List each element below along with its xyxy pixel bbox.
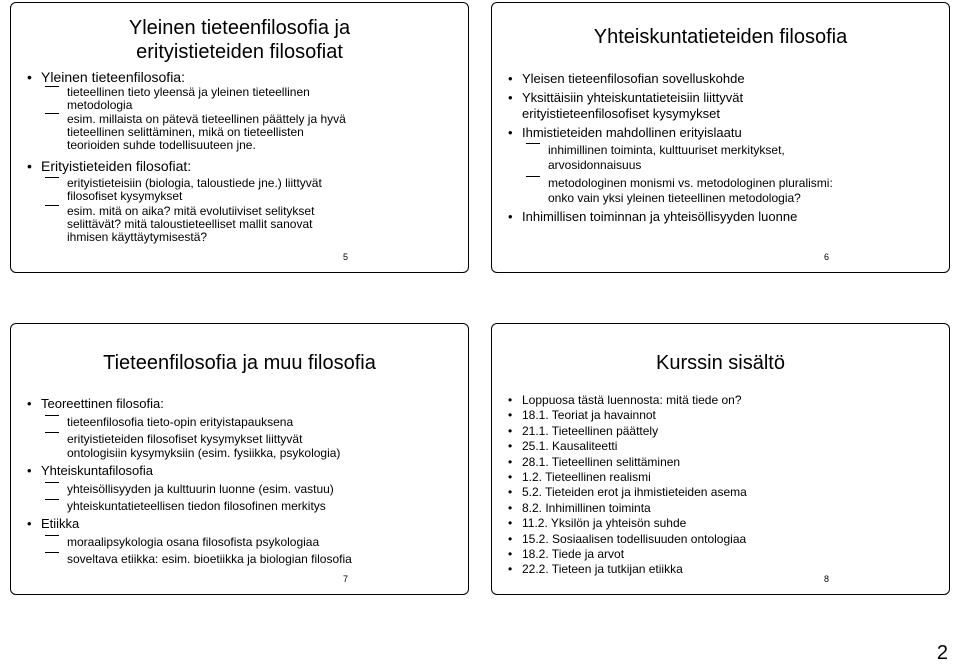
bullet-item: • Etiikka xyxy=(25,516,465,532)
slide-5 xyxy=(10,2,469,273)
slide-title: Tieteenfilosofia ja muu filosofia xyxy=(103,352,376,374)
bullet-item: • Yhteiskuntafilosofia xyxy=(25,463,465,479)
sub-bullet-item: metodologinen monismi vs. metodologinen pluralismi: onko vain yksi yleinen tieteellinen metodologia? xyxy=(526,176,946,206)
list-item: • 22.2. Tieteen ja tutkijan etiikka xyxy=(506,562,946,577)
title-line: Yleinen tieteenfilosofia ja xyxy=(128,17,351,39)
agenda-list xyxy=(506,393,946,578)
sub-bullet-item: inhimillinen toiminta, kulttuuriset merkitykset, arvosidonnaisuus xyxy=(526,143,946,173)
list-item: • 18.2. Tiede ja arvot xyxy=(506,547,946,562)
list-item: • 25.1. Kausaliteetti xyxy=(506,439,946,454)
title-line: erityistieteiden filosofiat xyxy=(136,41,343,63)
slide-number: 6 xyxy=(823,252,829,262)
slide-title: Yhteiskuntatieteiden filosofia xyxy=(593,26,848,48)
list-item: • Loppuosa tästä luennosta: mitä tiede on? xyxy=(506,393,946,408)
list-item: • 5.2. Tieteiden erot ja ihmistieteiden asema xyxy=(506,485,946,500)
slide-title: Kurssin sisältö xyxy=(656,352,785,374)
list-item: • 15.2. Sosiaalisen todellisuuden ontologiaa xyxy=(506,532,946,547)
bullet-item: • Teoreettinen filosofia: xyxy=(25,396,465,412)
slide-7 xyxy=(10,323,469,595)
bullet-item: • Yleisen tieteenfilosofian sovelluskohde xyxy=(506,71,946,87)
list-item: • 18.1. Teoriat ja havainnot xyxy=(506,408,946,423)
sub-bullet-item: erityistieteisiin (biologia, taloustiede jne.) liittyvät filosofiset kysymykset xyxy=(45,177,465,203)
slide-number: 8 xyxy=(823,574,829,584)
list-item: • 1.2. Tieteellinen realismi xyxy=(506,470,946,485)
slide-number: 5 xyxy=(342,252,348,262)
slide-8 xyxy=(491,323,950,595)
sub-bullet-item: yhteiskuntatieteellisen tiedon filosofinen merkitys xyxy=(45,499,465,513)
bullet-item: • Erityistieteiden filosofiat: xyxy=(25,158,465,174)
list-item: • 11.2. Yksilön ja yhteisön suhde xyxy=(506,516,946,531)
page-number: 2 xyxy=(936,642,948,664)
sub-bullet-item: tieteenfilosofia tieto-opin erityistapauksena xyxy=(45,415,465,429)
bullet-item: • Yleinen tieteenfilosofia: xyxy=(25,69,465,85)
sub-bullet-item: tieteellinen tieto yleensä ja yleinen tieteellinen metodologia xyxy=(45,86,465,112)
sub-bullet-item: esim. mitä on aika? mitä evolutiiviset selitykset selittävät? mitä taloustieteelliset mallit sanovat ihmisen käyttäytymisestä? xyxy=(45,205,465,244)
bullet-item: • Ihmistieteiden mahdollinen erityislaatu xyxy=(506,125,946,141)
bullet-item: • Yksittäisiin yhteiskuntatieteisiin liittyvät erityistieteenfilosofiset kysymykset xyxy=(506,90,946,122)
bullet-item: • Inhimillisen toiminnan ja yhteisöllisyyden luonne xyxy=(506,209,946,225)
list-item: • 8.2. Inhimillinen toiminta xyxy=(506,501,946,516)
sub-bullet-item: yhteisöllisyyden ja kulttuurin luonne (esim. vastuu) xyxy=(45,482,465,496)
slide-title xyxy=(11,16,468,64)
sub-bullet-item: esim. millaista on pätevä tieteellinen päättely ja hyvä tieteellinen selittäminen, mikä on tieteellisten teorioiden suhde todellisuuteen jne. xyxy=(45,113,465,152)
sub-bullet-item: erityistieteiden filosofiset kysymykset liittyvät ontologisiin kysymyksiin (esim. fysiikka, psykologia) xyxy=(45,432,465,460)
slide-6 xyxy=(491,2,950,273)
sub-bullet-item: moraalipsykologia osana filosofista psykologiaa xyxy=(45,535,465,549)
list-item: • 28.1. Tieteellinen selittäminen xyxy=(506,455,946,470)
sub-bullet-item: soveltava etiikka: esim. bioetiikka ja biologian filosofia xyxy=(45,552,465,566)
list-item: • 21.1. Tieteellinen päättely xyxy=(506,424,946,439)
slide-number: 7 xyxy=(342,574,348,584)
